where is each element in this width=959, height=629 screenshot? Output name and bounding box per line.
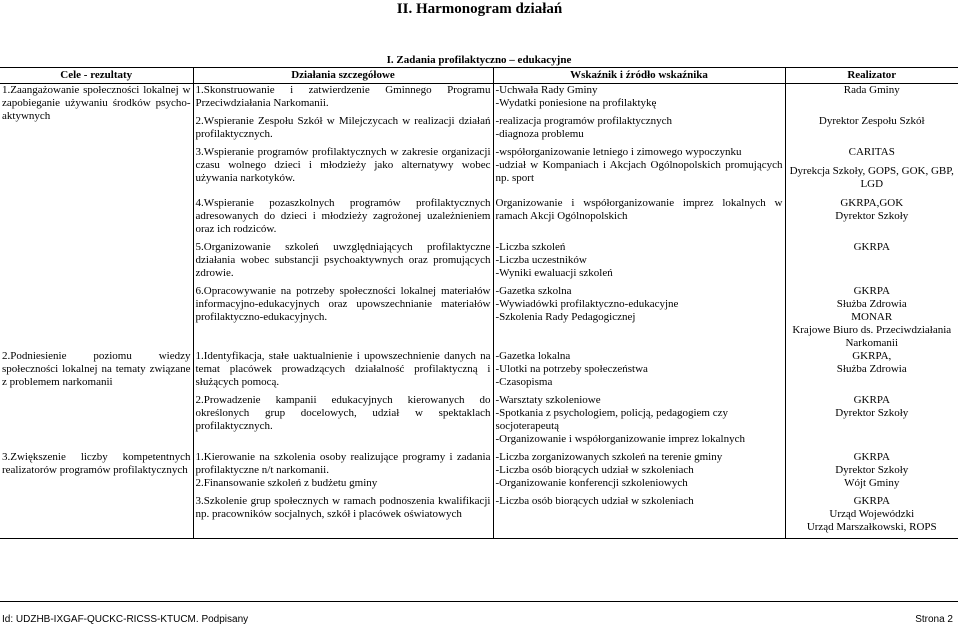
indicator-cell xyxy=(493,446,785,490)
executor-item: GKRPA xyxy=(853,241,890,253)
action-text: 2.Finansowanie szkoleń z budżetu gminy xyxy=(195,477,378,489)
executor-item: Rada Gminy xyxy=(843,84,900,96)
executor-item: Urząd Wojewódzki xyxy=(829,508,915,520)
goal-text: 2.Podniesienie poziomu wiedzy społeczności lokalnej na tematy związane z problemem narkomanii xyxy=(2,350,191,388)
executor-item: Dyrektor Szkoły xyxy=(835,464,909,476)
indicator-item: -Ulotki na potrzeby społeczeństwa xyxy=(495,363,648,375)
executor-item: GKRPA,GOK xyxy=(840,197,904,209)
section-row xyxy=(0,40,958,68)
header-actions: Działania szczegółowe xyxy=(193,68,493,84)
executor-cell xyxy=(785,110,958,141)
executor-cell xyxy=(785,490,958,534)
action-cell: 1.Skonstruowanie i zatwierdzenie Gminnego Programu Przeciwdziałania Narkomanii. xyxy=(193,84,493,111)
goal-text: 1.Zaangażowanie społeczności lokalnej w zapobieganie używaniu środków psycho-aktywnych xyxy=(2,84,191,122)
goal-cell xyxy=(0,350,193,446)
table-row xyxy=(0,350,958,389)
executor-cell xyxy=(785,389,958,446)
indicator-item: -Wywiadówki profilaktyczno-edukacyjne xyxy=(495,298,679,310)
indicator-cell xyxy=(493,490,785,534)
indicator-item: -Wyniki ewaluacji szkoleń xyxy=(495,267,613,279)
executor-item: GKRPA xyxy=(853,495,890,507)
indicator-item: -Czasopisma xyxy=(495,376,553,388)
executor-item: Wójt Gminy xyxy=(844,477,900,489)
indicator-cell xyxy=(493,389,785,446)
executor-cell xyxy=(785,191,958,236)
indicator-item: -Liczba osób biorących udział w szkoleniach xyxy=(495,495,694,507)
footer-divider xyxy=(0,601,958,602)
action-cell: 4.Wspieranie pozaszkolnych programów profilaktycznych adresowanych do dzieci i młodzieży zagrożonej uzależnieniem oraz ich rodziców. xyxy=(193,191,493,236)
executor-item: Służba Zdrowia xyxy=(836,298,907,310)
indicator-item: -realizacja programów profilaktycznych xyxy=(495,115,673,127)
goal-text: 3.Zwiększenie liczby kompetentnych realizatorów programów profilaktycznych xyxy=(2,451,191,476)
executor-cell xyxy=(785,446,958,490)
action-text: 1.Kierowanie na szkolenia osoby realizujące programy i zadania profilaktyczne n/t narkomanii. xyxy=(195,451,491,476)
executor-item: GKRPA xyxy=(853,394,890,406)
indicator-item: -współorganizowanie letniego i zimowego wypoczynku xyxy=(495,146,742,158)
indicator-item: -Wydatki poniesione na profilaktykę xyxy=(495,97,657,109)
indicator-item: -Organizowanie i współorganizowanie imprez lokalnych xyxy=(495,433,745,445)
action-cell: 3.Wspieranie programów profilaktycznych w zakresie organizacji czasu wolnego dzieci i młodzieży jako alternatywy wobec używania narkotyków. xyxy=(193,141,493,191)
indicator-item: -Spotkania z psychologiem, policją, pedagogiem czy socjoterapeutą xyxy=(495,407,728,432)
indicator-item: Organizowanie i współorganizowanie imprez lokalnych w ramach Akcji Ogólnopolskich xyxy=(495,197,783,222)
action-cell: 6.Opracowywanie na potrzeby społeczności lokalnej materiałów informacyjno-edukacyjnych oraz upowszechnianie materiałów profilaktyczno-edukacyjnych. xyxy=(193,280,493,350)
executor-cell xyxy=(785,84,958,111)
indicator-cell xyxy=(493,350,785,389)
action-cell: 5.Organizowanie szkoleń uwzględniających profilaktyczne działania wobec substancji psychoaktywnych oraz promujących zdrowie. xyxy=(193,236,493,280)
indicator-item: -Gazetka lokalna xyxy=(495,350,571,362)
executor-item: Dyrekcja Szkoły, GOPS, GOK, GBP, LGD xyxy=(789,165,954,190)
header-executors: Realizator xyxy=(785,68,958,84)
indicator-item: -Warsztaty szkoleniowe xyxy=(495,394,601,406)
table-row xyxy=(0,84,958,111)
footer-page-number: Strona 2 xyxy=(915,614,953,625)
table-row xyxy=(0,446,958,490)
executor-item: GKRPA xyxy=(853,451,890,463)
header-goals: Cele - rezultaty xyxy=(0,68,193,84)
action-cell: 3.Szkolenie grup społecznych w ramach podnoszenia kwalifikacji np. pracowników socjalnych, szkół i placówek oświatowych xyxy=(193,490,493,534)
page-title: II. Harmonogram działań xyxy=(396,1,563,17)
executor-item: GKRPA, xyxy=(852,350,892,362)
indicator-cell xyxy=(493,110,785,141)
indicator-cell xyxy=(493,280,785,350)
executor-cell xyxy=(785,236,958,280)
action-cell: 1.Identyfikacja, stałe uaktualnienie i upowszechnienie danych na temat placówek prowadzących działalność profilaktyczną i służących pomocą. xyxy=(193,350,493,389)
indicator-item: -udział w Kompaniach i Akcjach Ogólnopolskich promujących np. sport xyxy=(495,159,783,184)
table-bottom-row xyxy=(0,534,958,539)
executor-item: MONAR xyxy=(851,311,893,323)
executor-item: CARITAS xyxy=(848,146,895,158)
indicator-item: -Liczba szkoleń xyxy=(495,241,566,253)
executor-item: Krajowe Biuro ds. Przeciwdziałania Narkomanii xyxy=(792,324,952,349)
indicator-item: -diagnoza problemu xyxy=(495,128,584,140)
goal-cell xyxy=(0,446,193,534)
executor-item: Dyrektor Zespołu Szkół xyxy=(818,115,925,127)
executor-cell xyxy=(785,350,958,389)
indicator-cell xyxy=(493,84,785,111)
schedule-table xyxy=(0,40,958,539)
executor-item: Dyrektor Szkoły xyxy=(835,407,909,419)
indicator-cell xyxy=(493,236,785,280)
executor-item: Dyrektor Szkoły xyxy=(835,210,909,222)
action-cell xyxy=(193,446,493,490)
goal-cell xyxy=(0,84,193,351)
action-cell: 2.Prowadzenie kampanii edukacyjnych kierowanych do określonych grup docelowych, udział w spektaklach profilaktycznych. xyxy=(193,389,493,446)
footer-document-id: Id: UDZHB-IXGAF-QUCKC-RICSS-KTUCM. Podpisany xyxy=(2,614,249,625)
indicator-cell xyxy=(493,141,785,191)
executor-item: GKRPA xyxy=(853,285,890,297)
executor-item: Służba Zdrowia xyxy=(836,363,907,375)
indicator-item: -Liczba uczestników xyxy=(495,254,587,266)
executor-item: Urząd Marszałkowski, ROPS xyxy=(806,521,937,533)
section-title: I. Zadania profilaktyczno – edukacyjne xyxy=(0,40,958,68)
indicator-item: -Organizowanie konferencji szkoleniowych xyxy=(495,477,688,489)
indicator-item: -Gazetka szkolna xyxy=(495,285,572,297)
indicator-item: -Szkolenia Rady Pedagogicznej xyxy=(495,311,636,323)
executor-cell xyxy=(785,141,958,191)
action-cell: 2.Wspieranie Zespołu Szkół w Milejczycach w realizacji działań profilaktycznych. xyxy=(193,110,493,141)
indicator-item: -Liczba osób biorących udział w szkoleniach xyxy=(495,464,694,476)
indicator-cell xyxy=(493,191,785,236)
header-indicators: Wskaźnik i źródło wskaźnika xyxy=(493,68,785,84)
indicator-item: -Liczba zorganizowanych szkoleń na terenie gminy xyxy=(495,451,723,463)
indicator-item: -Uchwała Rady Gminy xyxy=(495,84,598,96)
executor-cell xyxy=(785,280,958,350)
header-row xyxy=(0,68,958,84)
